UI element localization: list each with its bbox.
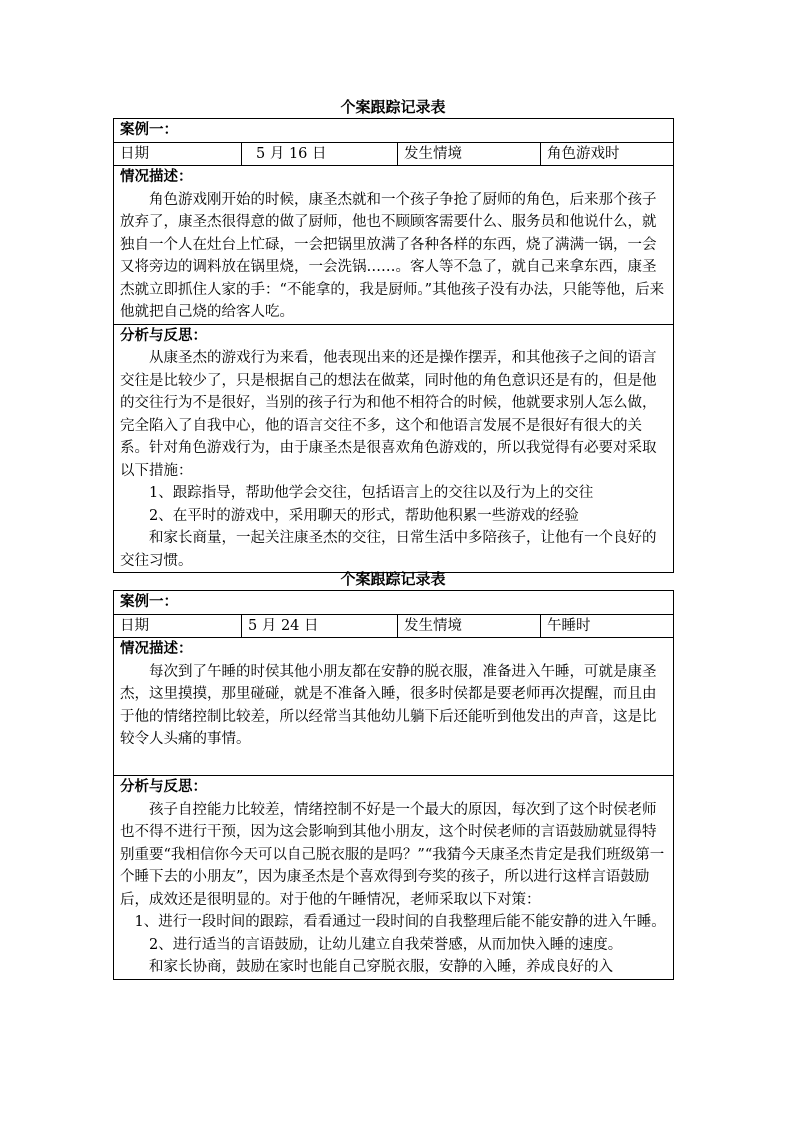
analysis-text: 从康圣杰的游戏行为来看，他表现出来的还是操作摆弄，和其他孩子之间的语言交往是比较少了，只是根据自己的想法在做菜，同时他的角色意识还是有的，但是他的交往行为不是很好，当别的孩子行为和他不相符合的时候，他就要求别人怎么做，完全陷入了自我中心，他的语言交往不多，这个和他语言发展不是很好有很大的关系。针对角色游戏行为，由于康圣杰是很喜欢角色游戏的，所以我觉得有必要对采取以下措施： <box>120 350 657 479</box>
analysis-text: 孩子自控能力比较差，情绪控制不好是一个最大的原因，每次到了这个时侯老师也不得不进行干预，因为这会影响到其他小朋友，这个时侯老师的言语鼓励就显得特别重要“我相信你今天可以自己脱衣服的是吗？”“我猜今天康圣杰肯定是我们班级第一个睡下去的小朋友”，因为康圣杰是个喜欢得到夸奖的孩子，所以进行这样言语鼓励后，成效还是很明显的。对于他的午睡情况，老师采取以下对策： <box>120 801 665 908</box>
analysis-section <box>114 324 674 573</box>
date-label: 日期 <box>114 614 242 638</box>
situation-label: 发生情境 <box>398 142 541 166</box>
situation-label: 发生情境 <box>398 614 541 638</box>
situation-value: 午睡时 <box>541 614 674 638</box>
analysis-label: 分析与反思： <box>120 326 207 344</box>
description-text: 每次到了午睡的时侯其他小朋友都在安静的脱衣服，准备进入午睡，可就是康圣杰，这里摸摸，那里碰碰，就是不准备入睡，很多时侯都是要老师再次提醒，而且由于他的情绪控制比较差，所以经常当其他幼儿躺下后还能听到他发出的声音，这是比较令人头痛的事情。 <box>120 663 657 747</box>
case-label: 案例一： <box>114 591 674 615</box>
measure-item: 1、进行一段时间的跟踪，看看通过一段时间的自我整理后能不能安静的进入午睡。 <box>134 914 666 930</box>
description-section <box>114 166 674 325</box>
record-1-title: 个案跟踪记录表 <box>340 98 446 116</box>
case-label: 案例一： <box>114 119 674 143</box>
description-section <box>114 638 674 776</box>
date-value: 5 月 16 日 <box>242 142 398 166</box>
date-label: 日期 <box>114 142 242 166</box>
measure-item: 1、跟踪指导，帮助他学会交往，包括语言上的交往以及行为上的交往 <box>149 485 594 501</box>
analysis-section <box>114 776 674 980</box>
record-2-table <box>113 590 674 980</box>
closing-text: 和家长协商，鼓励在家时也能自己穿脱衣服，安静的入睡，养成良好的入 <box>149 959 613 975</box>
description-label: 情况描述： <box>120 640 193 657</box>
record-1-table <box>113 118 674 573</box>
closing-text: 和家长商量，一起关注康圣杰的交往，日常生活中多陪孩子，让他有一个良好的交往习惯。 <box>120 530 657 569</box>
measure-item: 2、进行适当的言语鼓励，让幼儿建立自我荣誉感，从而加快入睡的速度。 <box>149 936 623 953</box>
description-text: 角色游戏刚开始的时候，康圣杰就和一个孩子争抢了厨师的角色，后来那个孩子放弃了，康圣杰很得意的做了厨师，他也不顾顾客需要什么、服务员和他说什么，就独自一个人在灶台上忙碌，一会把锅里放满了各种各样的东西，烧了满满一锅，一会又将旁边的调料放在锅里烧，一会洗锅……。客人等不急了，就自己来拿东西，康圣杰就立即抓住人家的手：“不能拿的，我是厨师。”其他孩子没有办法，只能等他，后来他就把自己烧的给客人吃。 <box>120 191 665 320</box>
record-2-title: 个案跟踪记录表 <box>340 570 446 588</box>
description-label: 情况描述： <box>120 168 193 185</box>
date-value: 5 月 24 日 <box>242 614 398 638</box>
analysis-label: 分析与反思： <box>120 778 207 795</box>
situation-value: 角色游戏时 <box>541 142 674 166</box>
measure-item: 2、在平时的游戏中，采用聊天的形式，帮助他积累一些游戏的经验 <box>149 507 579 524</box>
